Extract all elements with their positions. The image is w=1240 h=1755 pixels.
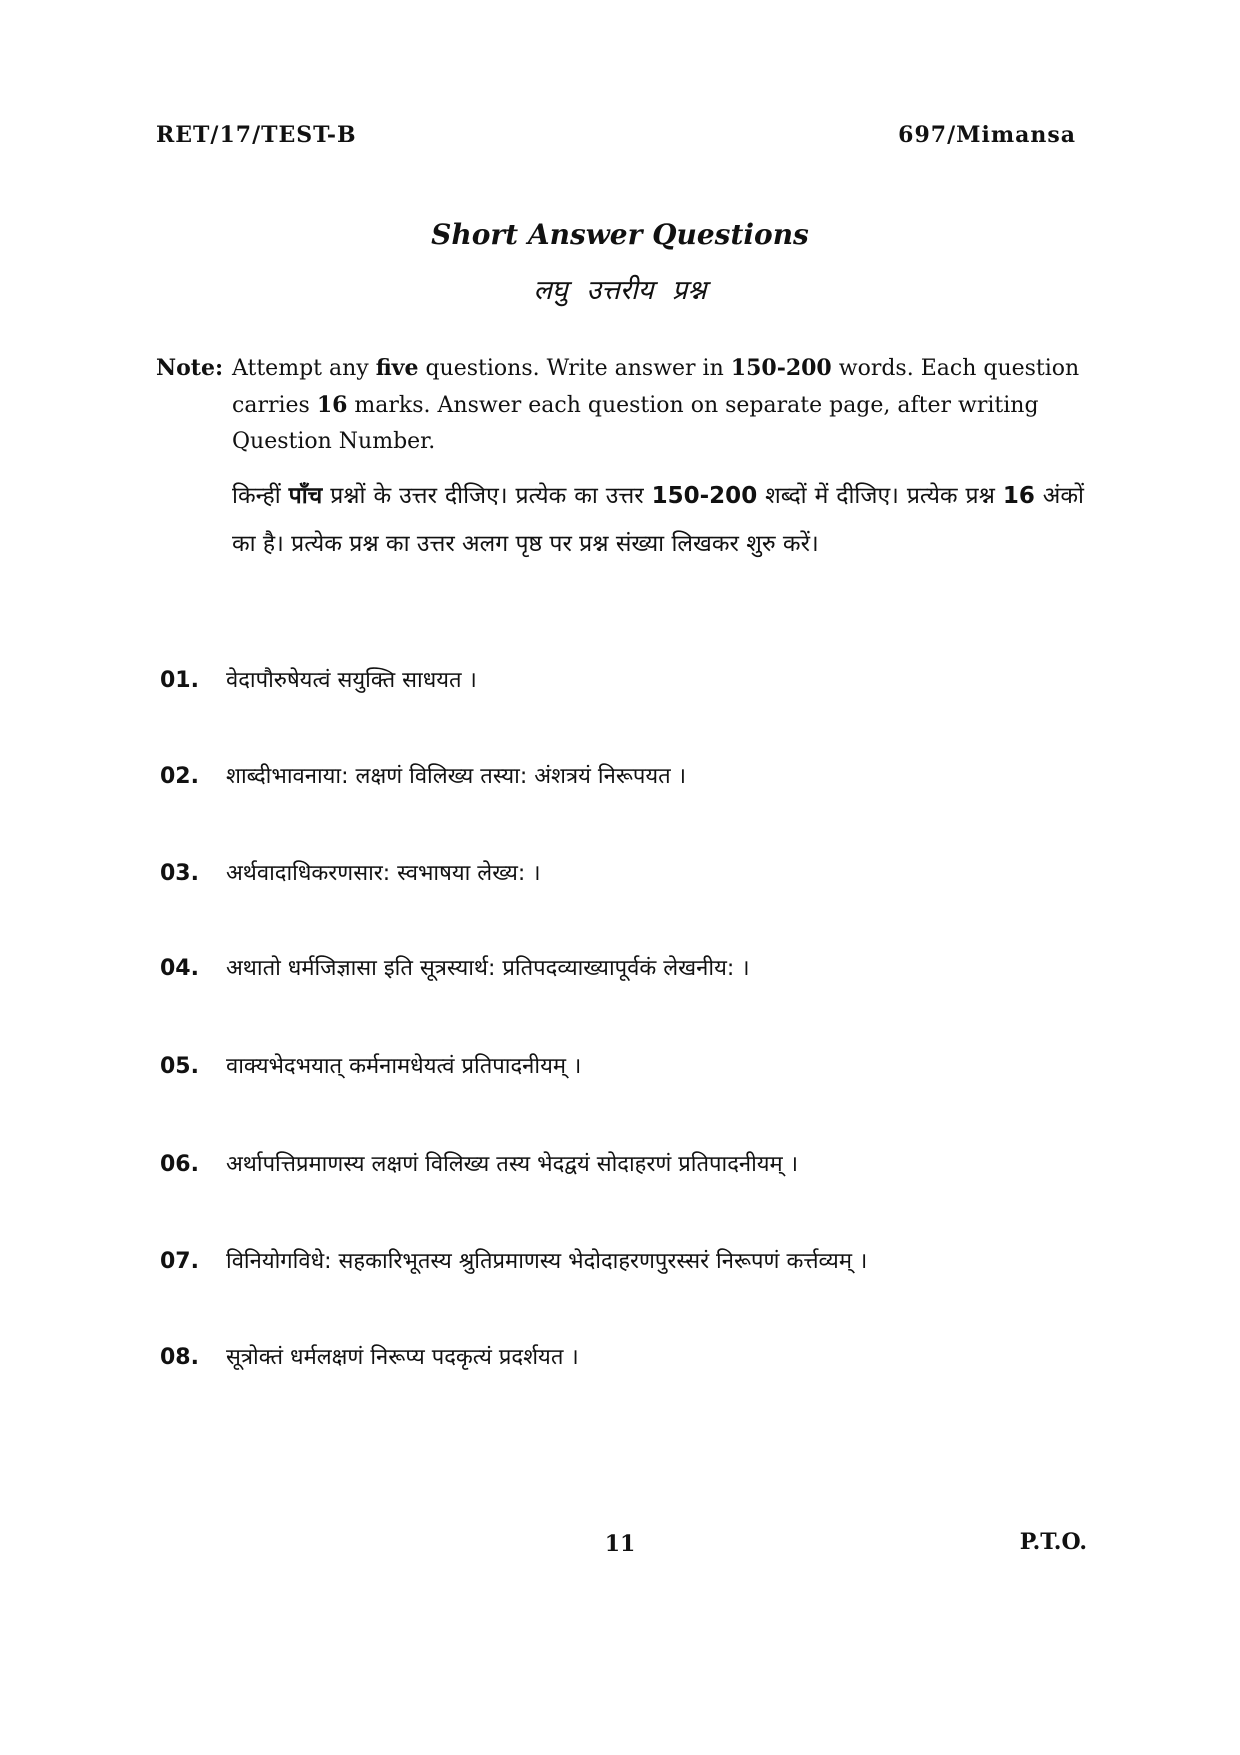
question-number: 07. xyxy=(160,1249,199,1274)
paper-code: RET/17/TEST-B xyxy=(156,122,357,148)
question-text: विनियोगविधे: सहकारिभूतस्य श्रुतिप्रमाणस्य भेदोदाहरणपुरस्सरं निरूपणं कर्त्तव्यम् । xyxy=(226,1249,868,1274)
note-hindi-bold-marks: 16 xyxy=(1002,483,1035,509)
note-hindi-segment: अंकों का है। प्रत्येक प्रश्न का उत्तर अलग पृष्ठ पर प्रश्न संख्या लिखकर शुरु करें। xyxy=(232,483,1084,557)
question-item xyxy=(160,1341,1090,1371)
question-text: अर्थवादाधिकरणसार: स्वभाषया लेख्य: । xyxy=(226,861,541,886)
note-hindi-segment: शब्दों में दीजिए। प्रत्येक प्रश्न xyxy=(757,483,1003,509)
note-bold-word-count: 150-200 xyxy=(730,355,832,381)
section-subtitle-hindi: लघु उत्तरीय प्रश्न xyxy=(533,275,707,306)
note-hindi-bold-five: पाँच xyxy=(288,483,323,509)
note-bold-five: five xyxy=(375,355,419,381)
note-hindi-segment: किन्हीं xyxy=(232,483,289,509)
question-number: 02. xyxy=(160,764,199,789)
note-bold-marks: 16 xyxy=(316,392,348,418)
question-text: वेदापौरुषेयत्वं सयुक्ति साधयत । xyxy=(226,668,477,693)
note-hindi xyxy=(232,472,1084,568)
subject-code: 697/Mimansa xyxy=(898,122,1076,148)
question-item xyxy=(160,1050,1090,1080)
question-text: वाक्यभेदभयात् कर्मनामधेयत्वं प्रतिपादनीयम् । xyxy=(226,1054,582,1079)
question-number: 08. xyxy=(160,1345,199,1370)
note-label: Note: xyxy=(156,355,224,381)
note-english xyxy=(156,350,1084,460)
note-hindi-segment: प्रश्नों के उत्तर दीजिए। प्रत्येक का उत्तर xyxy=(322,483,652,509)
section-title: Short Answer Questions xyxy=(431,218,809,251)
question-number: 05. xyxy=(160,1054,199,1079)
question-text: सूत्रोक्तं धर्मलक्षणं निरूप्य पदकृत्यं प्रदर्शयत । xyxy=(226,1345,579,1370)
note-english-text xyxy=(232,350,1084,460)
note-text-segment: questions. Write answer in xyxy=(418,356,731,381)
note-hindi-bold-word-count: 150-200 xyxy=(651,483,758,509)
question-item xyxy=(160,857,1090,887)
question-item xyxy=(160,1245,1090,1275)
question-item xyxy=(160,760,1090,790)
question-text: अथातो धर्मजिज्ञासा इति सूत्रस्यार्थ: प्रतिपदव्याख्यापूर्वकं लेखनीय: । xyxy=(226,956,750,981)
question-number: 06. xyxy=(160,1152,199,1177)
pto-label: P.T.O. xyxy=(1019,1529,1087,1555)
question-item xyxy=(160,1148,1090,1178)
question-text: अर्थापत्तिप्रमाणस्य लक्षणं विलिख्य तस्य भेदद्वयं सोदाहरणं प्रतिपादनीयम् । xyxy=(226,1152,799,1177)
question-number: 01. xyxy=(160,668,199,693)
note-text-segment: words. Each question carries xyxy=(232,356,1080,418)
question-number: 04. xyxy=(160,956,199,981)
question-item xyxy=(160,664,1090,694)
question-number: 03. xyxy=(160,861,199,886)
note-text-segment: Attempt any xyxy=(232,356,376,381)
note-text-segment: marks. Answer each question on separate page, after writing Question Number. xyxy=(232,393,1039,454)
question-text: शाब्दीभावनाया: लक्षणं विलिख्य तस्या: अंशत्रयं निरूपयत । xyxy=(226,764,687,789)
question-item xyxy=(160,952,1090,982)
page-number: 11 xyxy=(604,1531,636,1557)
